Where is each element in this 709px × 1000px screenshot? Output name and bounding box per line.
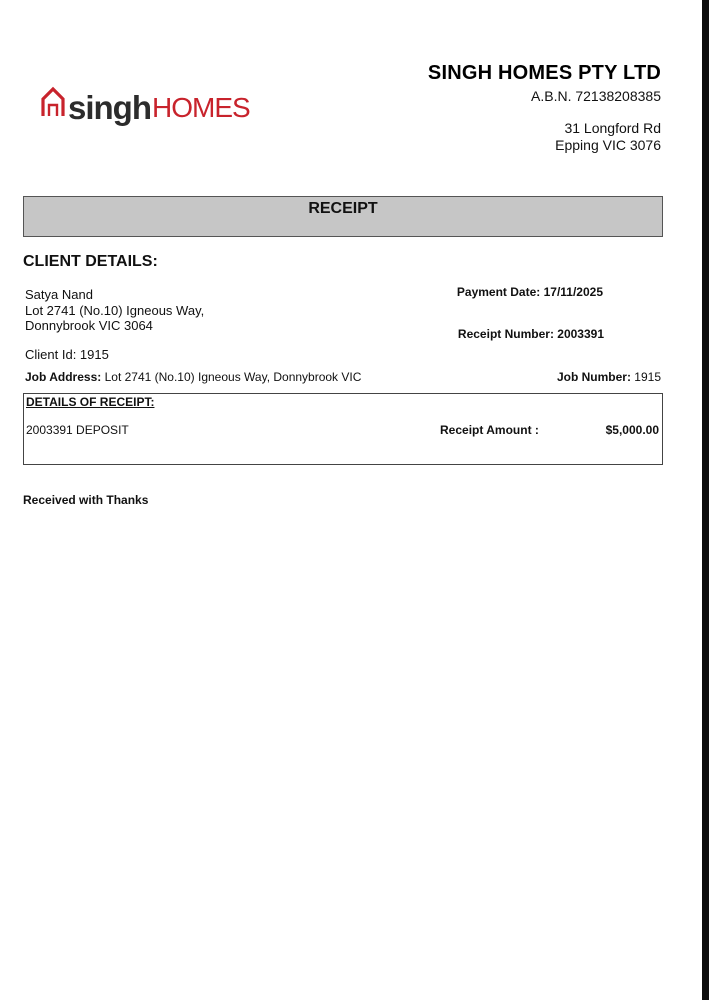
company-abn: A.B.N. 72138208385 <box>531 88 661 104</box>
company-name: SINGH HOMES PTY LTD <box>427 62 661 84</box>
job-address <box>25 370 361 384</box>
job-number-label: Job Number: <box>556 370 631 384</box>
job-address-value: Lot 2741 (No.10) Igneous Way, Donnybrook VIC <box>104 370 362 384</box>
house-icon <box>40 86 66 118</box>
client-name: Satya Nand <box>25 287 93 302</box>
client-address-block <box>25 287 204 334</box>
receipt-amount-value: $5,000.00 <box>605 423 659 437</box>
receipt-details-box <box>23 393 663 465</box>
receipt-title: RECEIPT <box>308 200 378 217</box>
company-address <box>428 120 661 154</box>
client-address-line2: Donnybrook VIC 3064 <box>25 318 153 333</box>
details-heading: DETAILS OF RECEIPT: <box>26 395 155 409</box>
job-address-label: Job Address: <box>25 370 102 384</box>
company-address-line1: 31 Longford Rd <box>564 120 661 136</box>
company-info <box>428 62 661 154</box>
receipt-amount-label: Receipt Amount : <box>440 423 539 437</box>
payment-date: Payment Date: 17/11/2025 <box>456 285 603 299</box>
logo-text-singh: singh <box>68 89 151 126</box>
logo-text-homes: HOMES <box>152 92 250 123</box>
job-number-value: 1915 <box>634 370 661 384</box>
company-logo <box>40 80 250 124</box>
received-with-thanks: Received with Thanks <box>23 493 149 507</box>
client-details-heading: CLIENT DETAILS: <box>23 253 158 270</box>
page-edge <box>702 0 709 1000</box>
details-item: 2003391 DEPOSIT <box>26 423 129 437</box>
company-address-line2: Epping VIC 3076 <box>555 137 661 153</box>
receipt-number: Receipt Number: 2003391 <box>457 327 604 341</box>
client-id: Client Id: 1915 <box>25 347 109 362</box>
job-number <box>557 370 661 384</box>
receipt-title-bar <box>23 196 663 237</box>
client-address-line1: Lot 2741 (No.10) Igneous Way, <box>25 302 205 318</box>
